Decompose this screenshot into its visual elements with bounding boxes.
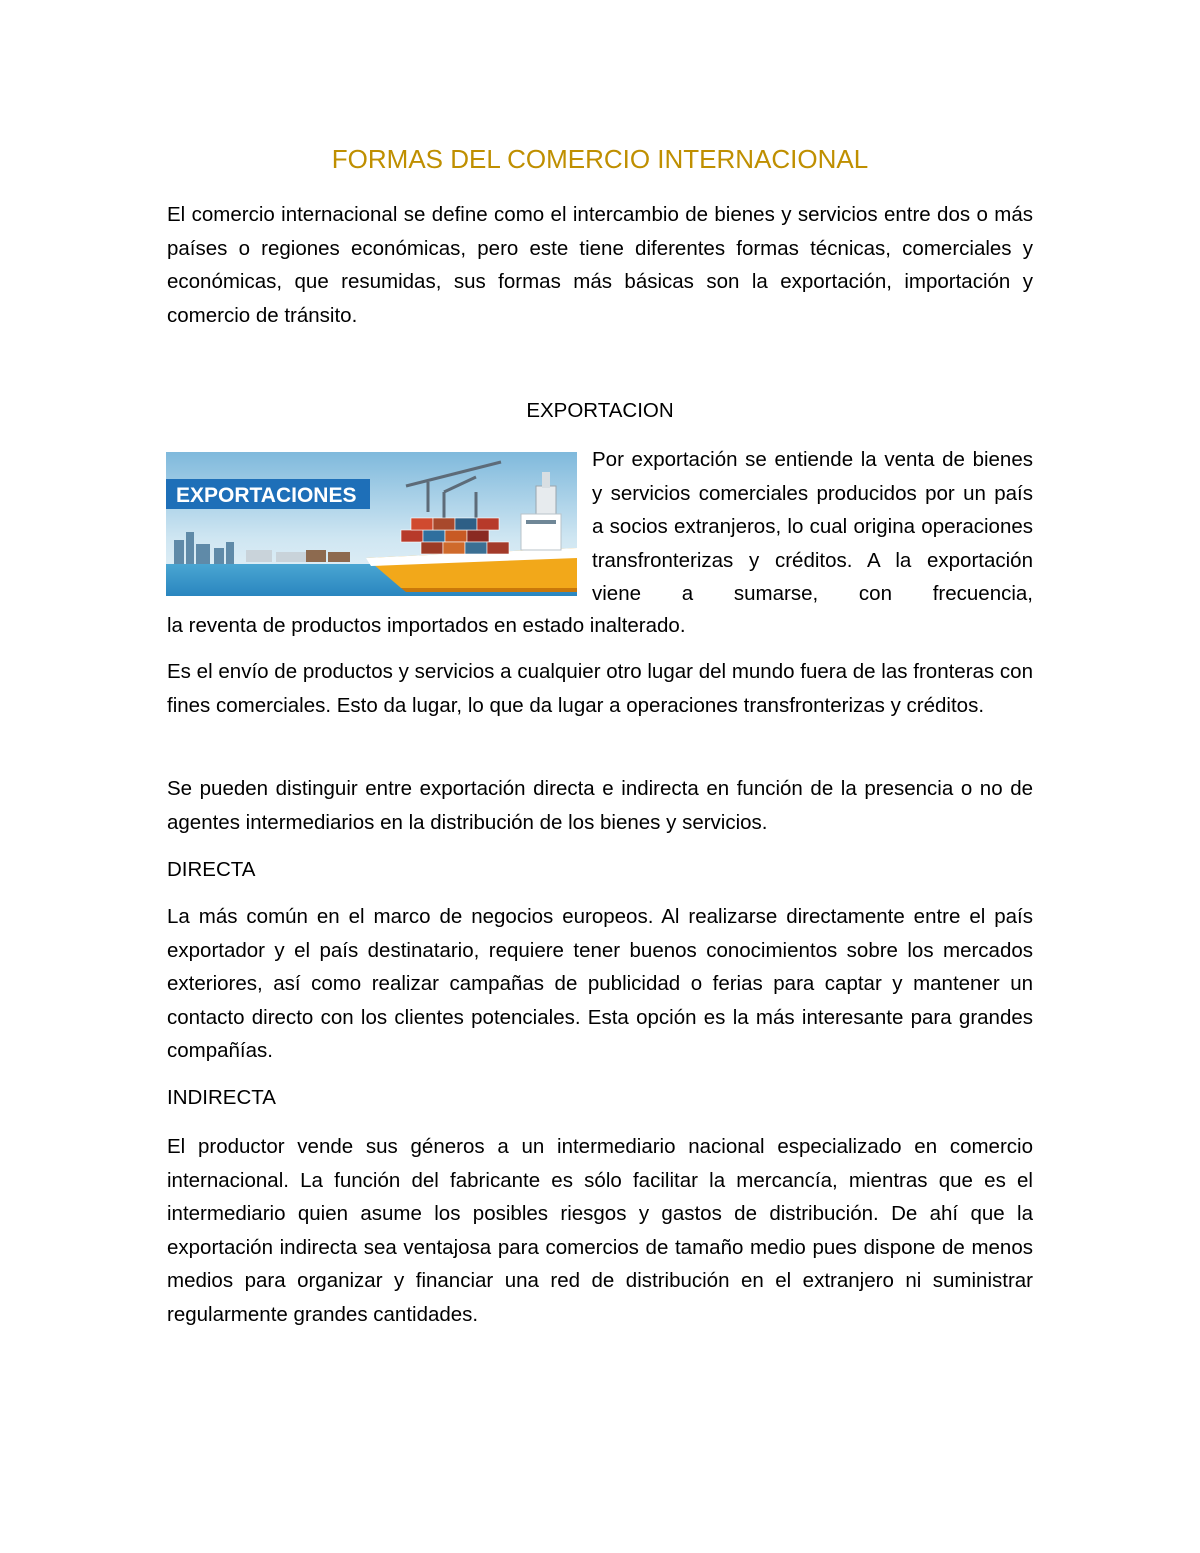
direct-paragraph: La más común en el marco de negocios europeos. Al realizarse directamente entre el país exportador y el país destinatario, requiere tener buenos conocimientos sobre los mercados exteriores, así como realizar campañas de publicidad o ferias para captar y mantener un contacto directo con los clientes potenciales. Esta opción es la más interesante para grandes compañías. (167, 905, 1033, 1062)
export-ship-image (166, 452, 577, 596)
document-title: FORMAS DEL COMERCIO INTERNACIONAL (331, 144, 869, 174)
intro-paragraph: El comercio internacional se define como el intercambio de bienes y servicios entre dos o más países o regiones económicas, pero este tiene diferentes formas técnicas, comerciales y económicas, que resumidas, sus formas más básicas son la exportación, importación y comercio de tránsito. (167, 203, 1033, 327)
banner-text: EXPORTACIONES (176, 484, 357, 507)
export-side-paragraph: Por exportación se entiende la venta de bienes y servicios comerciales producidos por un país a socios extranjeros, lo cual origina operaciones transfronterizas y créditos. A la exportación viene a sumarse, con frecuencia, (592, 448, 1033, 605)
export-continuation: la reventa de productos importados en estado inalterado. (167, 614, 686, 637)
direct-heading: DIRECTA (167, 858, 256, 881)
export-paragraph-2: Es el envío de productos y servicios a cualquier otro lugar del mundo fuera de las fronteras con fines comerciales. Esto da lugar, lo que da lugar a operaciones transfronterizas y créditos. (167, 660, 1033, 717)
indirect-paragraph: El productor vende sus géneros a un intermediario nacional especializado en comercio internacional. La función del fabricante es sólo facilitar la mercancía, mientras que es el intermediario quien asume los posibles riesgos y gastos de distribución. De ahí que la exportación indirecta sea ventajosa para comercios de tamaño medio pues dispone de menos medios para organizar y financiar una red de distribución en el extranjero ni suministrar regularmente grandes cantidades. (167, 1135, 1033, 1326)
export-heading: EXPORTACION (526, 399, 674, 422)
export-paragraph-3: Se pueden distinguir entre exportación directa e indirecta en función de la presencia o no de agentes intermediarios en la distribución de los bienes y servicios. (167, 777, 1033, 834)
indirect-heading: INDIRECTA (167, 1086, 276, 1109)
